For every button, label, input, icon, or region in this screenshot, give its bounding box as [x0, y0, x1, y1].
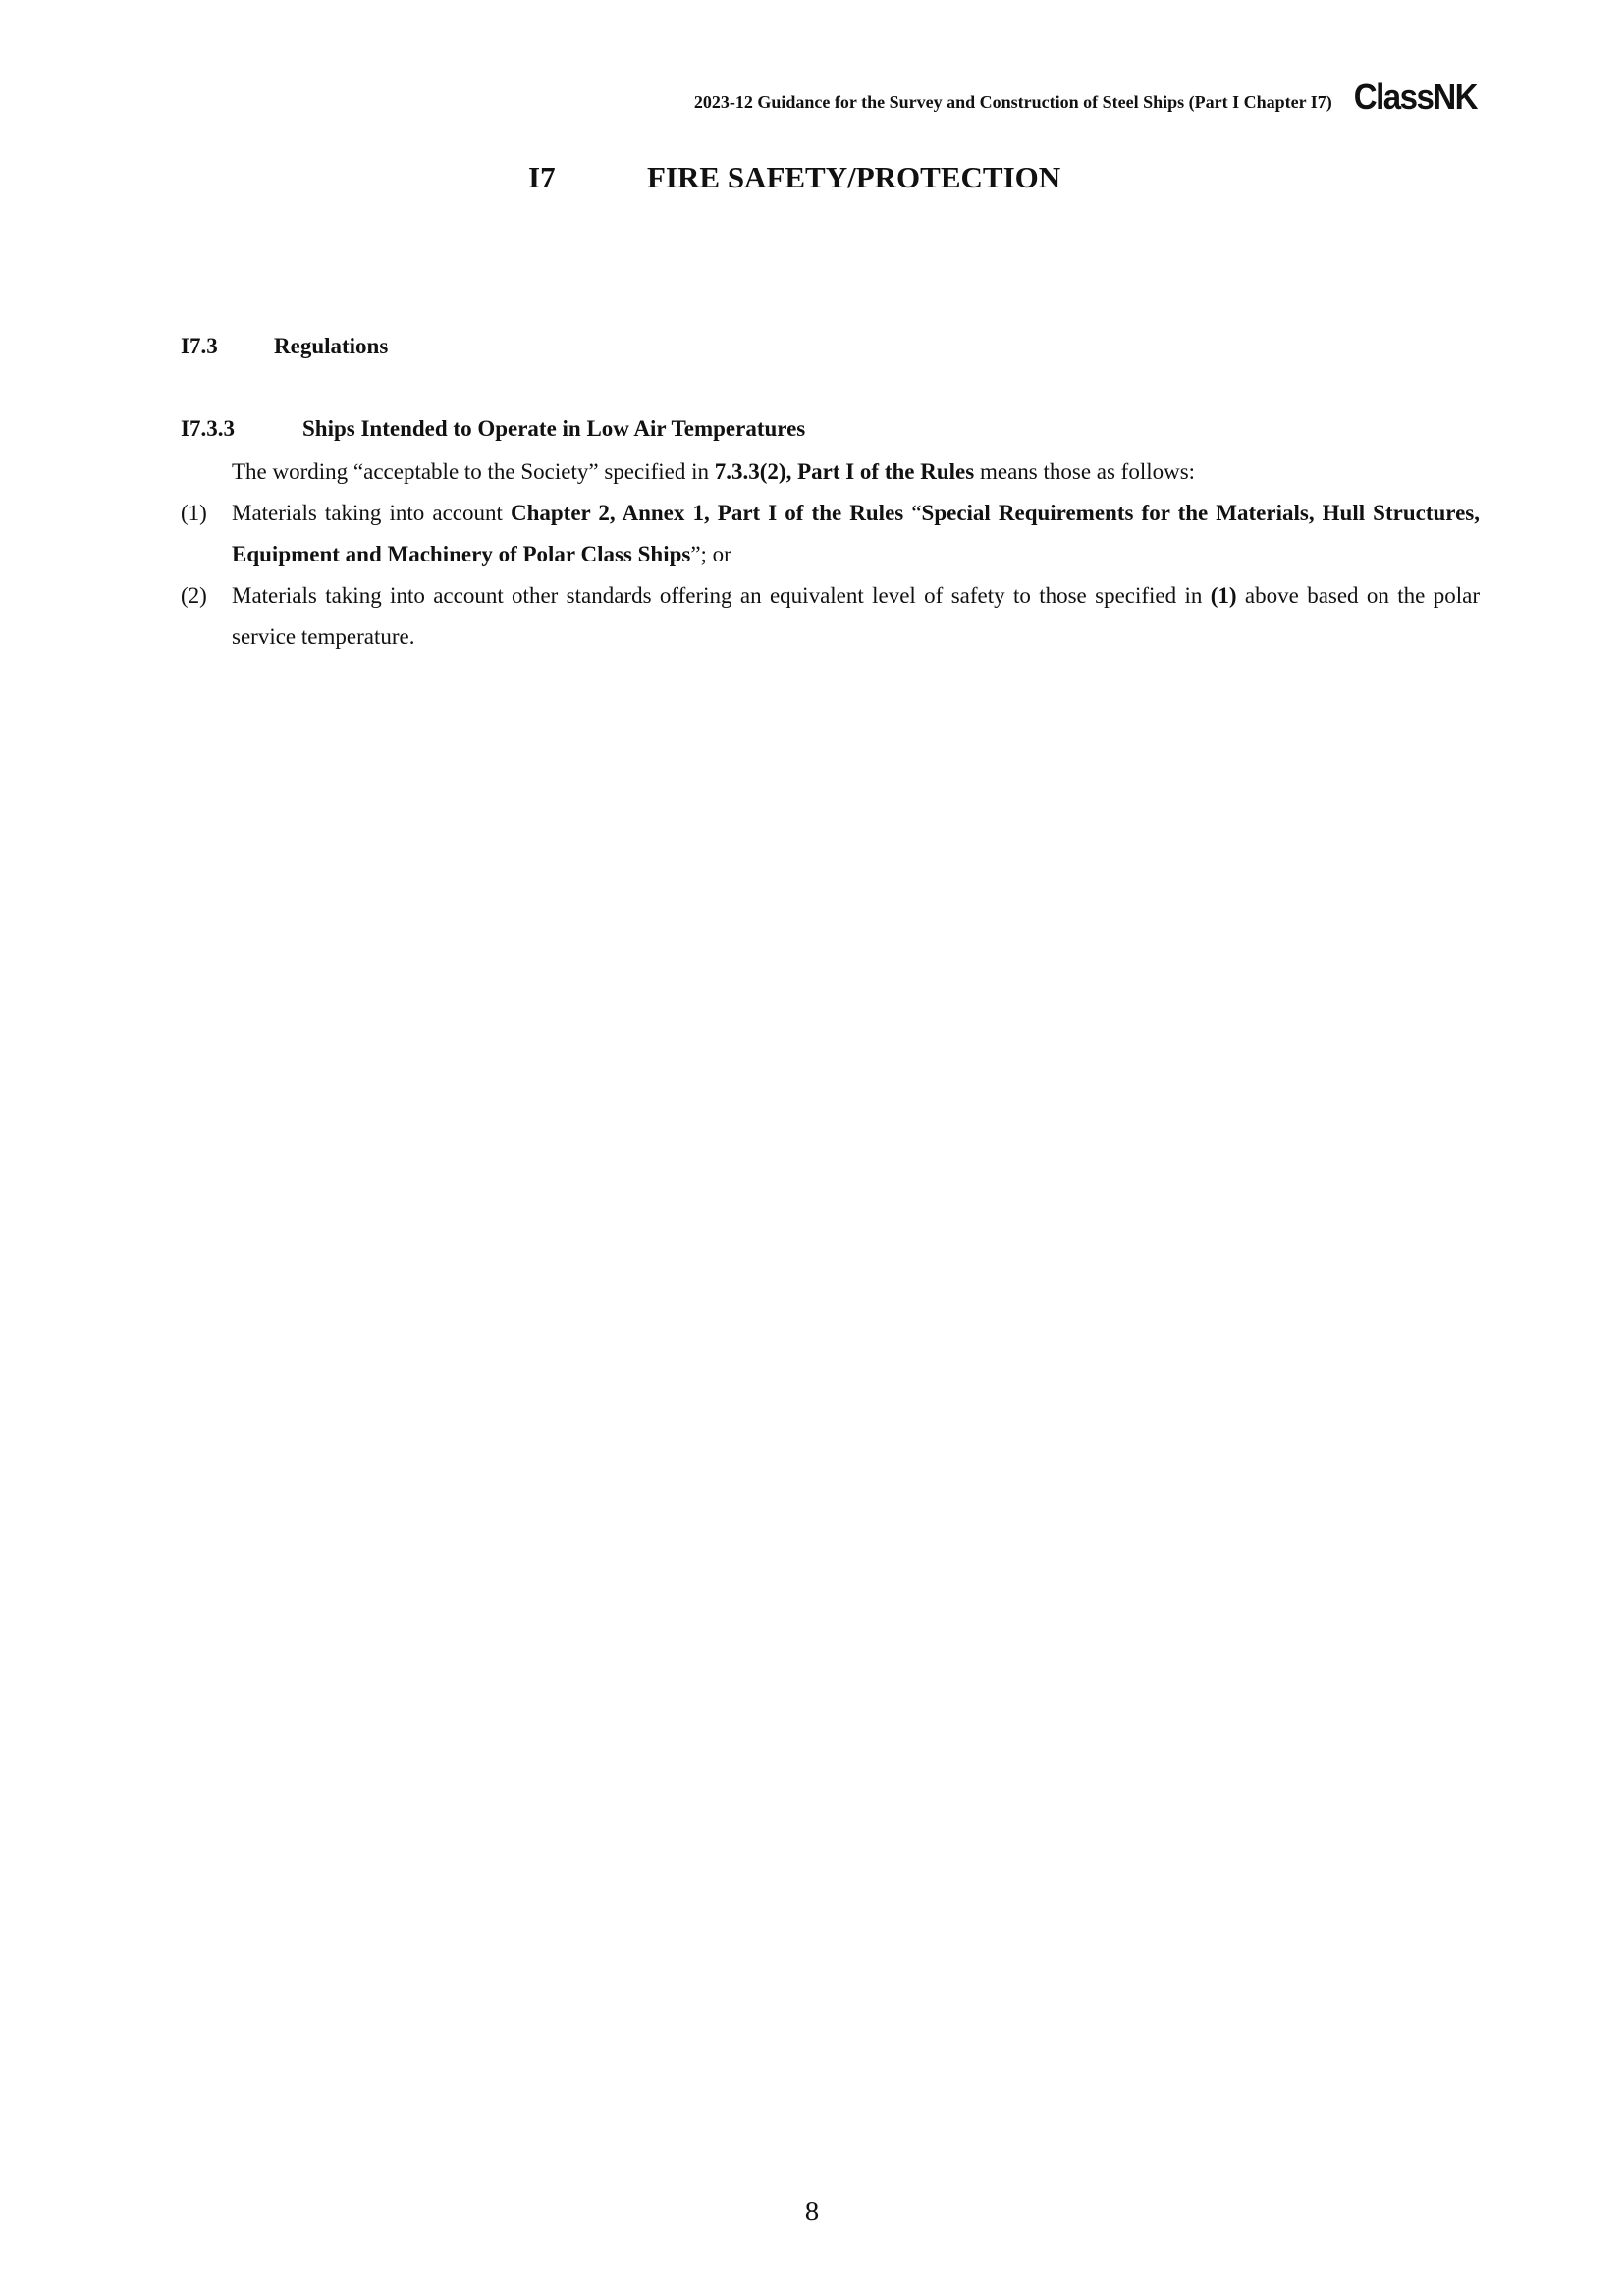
list-item-text	[232, 493, 1480, 575]
list-item-number: (2)	[181, 583, 207, 608]
section-number: I7.3	[181, 334, 218, 358]
item-prefix: Materials taking into account	[232, 501, 511, 525]
list-item-text	[232, 575, 1480, 658]
section-heading	[181, 334, 389, 359]
header-title: 2023-12 Guidance for the Survey and Construction of Steel Ships (Part I Chapter I7)	[693, 91, 1332, 112]
page-header	[693, 77, 1477, 118]
intro-prefix: The wording “acceptable to the Society” specified in	[232, 459, 715, 484]
item-rule-reference: Chapter 2, Annex 1, Part I of the Rules	[510, 501, 904, 525]
chapter-number: I7	[528, 160, 556, 194]
item-suffix: above based on the polar service temperature.	[232, 583, 1480, 649]
subsection-number: I7.3.3	[181, 416, 235, 441]
section-title: Regulations	[274, 334, 389, 358]
subsection-title: Ships Intended to Operate in Low Air Temperatures	[302, 416, 806, 441]
item-prefix: Materials taking into account other standards offering an equivalent level of safety to those specified in	[232, 583, 1211, 608]
list-item	[181, 493, 1480, 575]
page-number: 8	[804, 2196, 820, 2227]
classnk-logo: ClassNK	[1353, 77, 1477, 117]
chapter-title: FIRE SAFETY/PROTECTION	[647, 160, 1061, 194]
intro-rule-reference: 7.3.3(2), Part I of the Rules	[714, 459, 975, 484]
intro-paragraph	[181, 452, 1531, 493]
item-annex-title: Special Requirements for the Materials, Hull Structures, Equipment and Machinery of Polar Class Ships	[232, 501, 1480, 566]
item-rule-reference: (1)	[1210, 583, 1237, 608]
item-suffix: ”; or	[690, 542, 731, 566]
intro-suffix: means those as follows:	[974, 459, 1196, 484]
list-item-number: (1)	[181, 501, 207, 525]
item-quote-open: “	[903, 501, 922, 525]
list-item	[181, 575, 1480, 658]
subsection-heading	[181, 416, 806, 442]
